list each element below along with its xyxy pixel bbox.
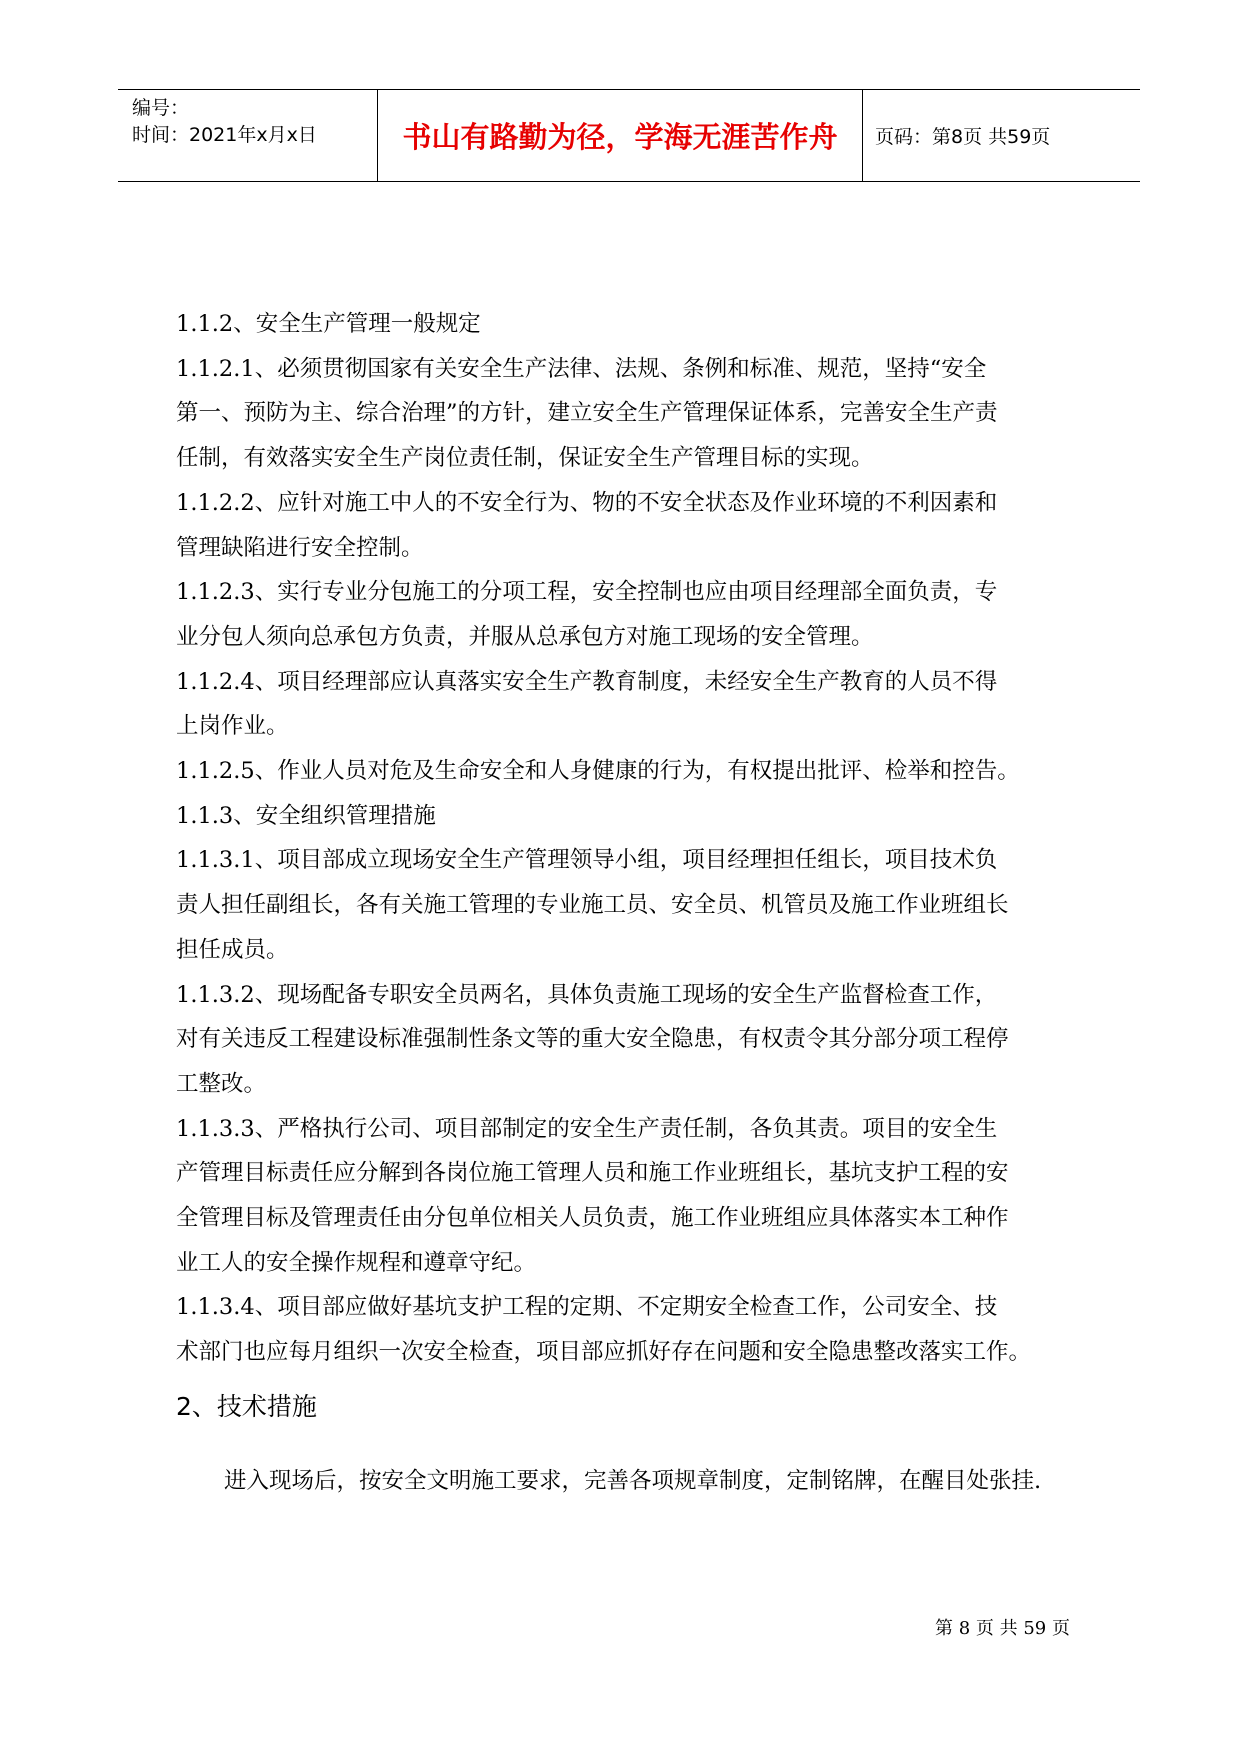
body-line: 1.1.3.3、严格执行公司、项目部制定的安全生产责任制，各负其责。项目的安全生 [176, 1115, 998, 1142]
body-line: 1.1.2.3、实行专业分包施工的分项工程，安全控制也应由项目经理部全面负责，专 [176, 579, 998, 606]
body-line: 第一、预防为主、综合治理”的方针，建立安全生产管理保证体系，完善安全生产责 [176, 400, 998, 427]
body-line: 术部门也应每月组织一次安全检查，项目部应抓好存在问题和安全隐患整改落实工作。 [176, 1339, 1032, 1366]
header-page-number: 页码：第8页 共59页 [875, 126, 1051, 148]
body-line: 责人担任副组长，各有关施工管理的专业施工员、安全员、机管员及施工作业班组长 [176, 892, 1009, 919]
body-line: 产管理目标责任应分解到各岗位施工管理人员和施工作业班组长，基坑支护工程的安 [176, 1160, 1009, 1187]
document-number-label: 编号： [132, 97, 190, 119]
body-line: 任制，有效落实安全生产岗位责任制，保证安全生产管理目标的实现。 [176, 445, 874, 472]
body-line: 工整改。 [176, 1070, 267, 1097]
body-line: 管理缺陷进行安全控制。 [176, 534, 424, 561]
body-line: 业分包人须向总承包方负责，并服从总承包方对施工现场的安全管理。 [176, 623, 874, 650]
body-line: 1.1.2.5、作业人员对危及生命安全和人身健康的行为，有权提出批评、检举和控告。 [176, 758, 1020, 785]
body-line: 业工人的安全操作规程和遵章守纪。 [176, 1249, 537, 1276]
document-time-label: 时间：2021年x月x日 [132, 124, 317, 146]
body-line: 1.1.3.2、现场配备专职安全员两名，具体负责施工现场的安全生产监督检查工作， [176, 981, 998, 1008]
page-footer: 第 8 页 共 59 页 [935, 1618, 1070, 1639]
body-line: 1.1.2.1、必须贯彻国家有关安全生产法律、法规、条例和标准、规范，坚持“安全 [176, 355, 987, 382]
body-line: 全管理目标及管理责任由分包单位相关人员负责，施工作业班组应具体落实本工种作 [176, 1205, 1009, 1232]
document-body [176, 302, 1086, 1504]
body-line: 1.1.3、安全组织管理措施 [176, 802, 436, 829]
body-line: 上岗作业。 [176, 713, 289, 740]
body-line: 对有关违反工程建设标准强制性条文等的重大安全隐患，有权责令其分部分项工程停 [176, 1026, 1009, 1053]
page-header [118, 89, 1140, 182]
body-line: 1.1.3.1、项目部成立现场安全生产管理领导小组，项目经理担任组长，项目技术负 [176, 847, 998, 874]
body-line: 1.1.3.4、项目部应做好基坑支护工程的定期、不定期安全检查工作，公司安全、技 [176, 1294, 998, 1321]
body-line: 1.1.2.4、项目经理部应认真落实安全生产教育制度，未经安全生产教育的人员不得 [176, 668, 998, 695]
body-line: 1.1.2.2、应针对施工中人的不安全行为、物的不安全状态及作业环境的不利因素和 [176, 489, 998, 516]
body-line: 1.1.2、安全生产管理一般规定 [176, 311, 481, 337]
header-info-cell [132, 90, 376, 181]
header-motto: 书山有路勤为径，学海无涯苦作舟 [402, 120, 838, 154]
body-paragraph: 进入现场后，按安全文明施工要求，完善各项规章制度，定制铭牌，在醒目处张挂. [224, 1467, 1042, 1494]
body-line: 担任成员。 [176, 936, 289, 963]
header-divider [862, 90, 863, 181]
section-heading: 2、技术措施 [176, 1391, 317, 1421]
